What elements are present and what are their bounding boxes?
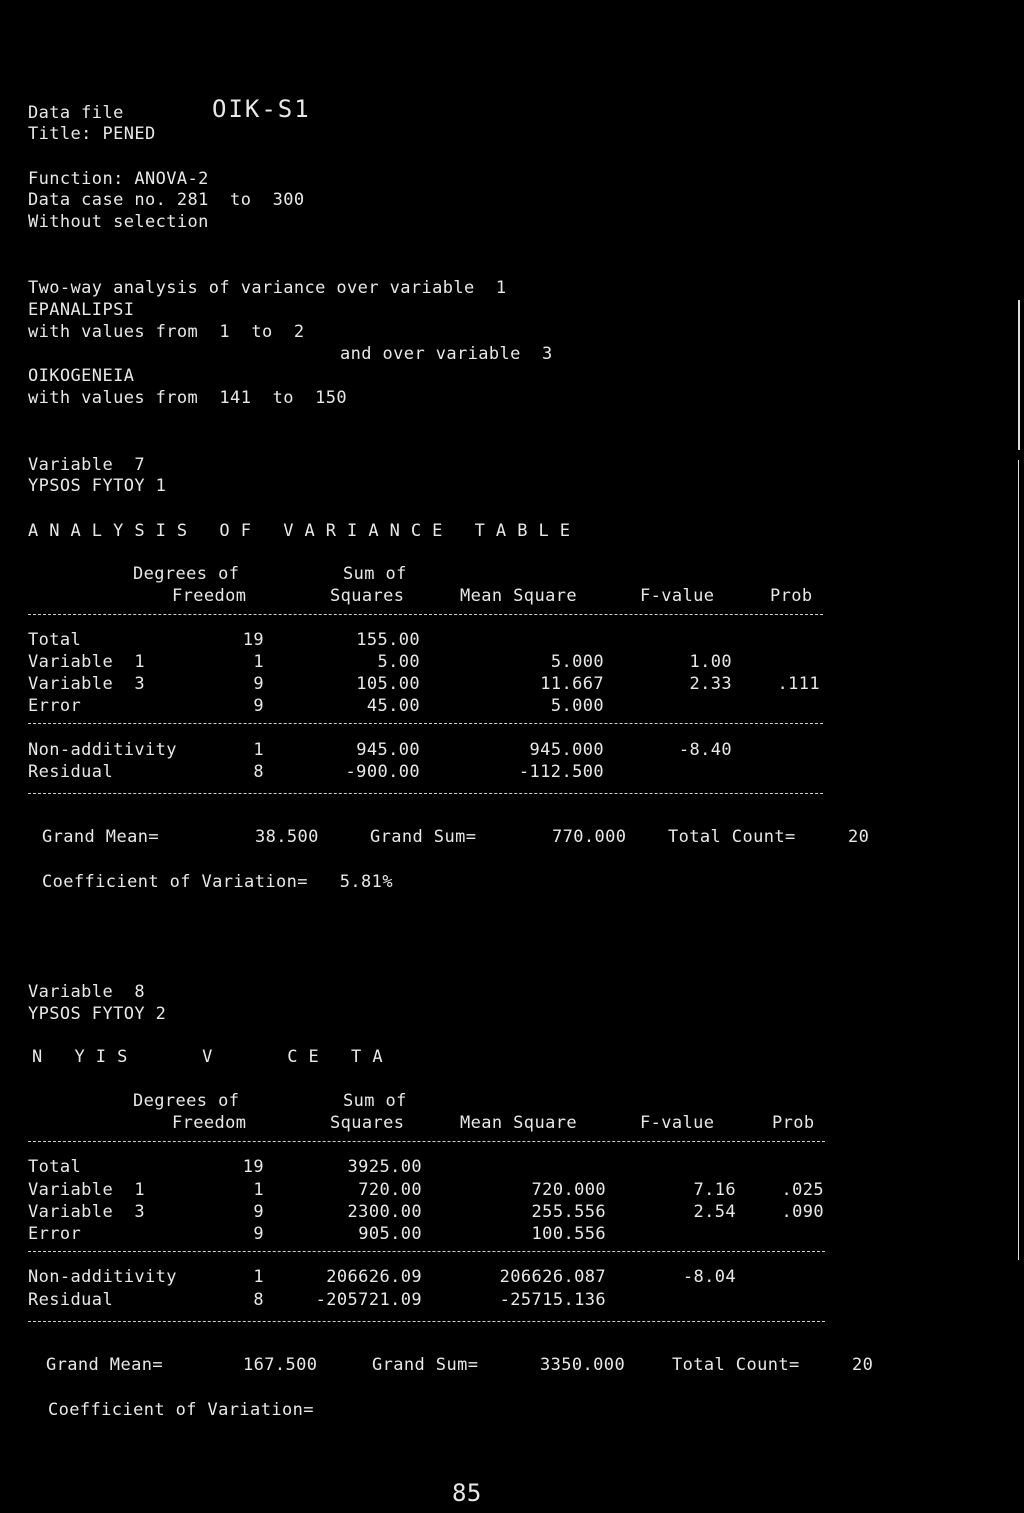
row-ss: 206626.09 (326, 1267, 422, 1287)
row-label: Variable 3 (28, 674, 145, 694)
header-ss-line2: Squares (330, 1113, 405, 1133)
grand-mean-value: 38.500 (255, 827, 319, 847)
row-f: 1.00 (689, 652, 732, 672)
row-df: 9 (253, 696, 264, 716)
row-ms: 5.000 (550, 696, 604, 716)
row-label: Variable 1 (28, 652, 145, 672)
header-p: Prob (770, 586, 813, 606)
header-df-line2: Freedom (172, 1113, 247, 1133)
table-divider (28, 1251, 825, 1252)
row-f: 2.54 (693, 1202, 736, 1222)
row-ss: -900.00 (345, 762, 420, 782)
row-label: Non-additivity (28, 740, 177, 760)
row-df: 1 (253, 1267, 264, 1287)
row-ss: 45.00 (366, 696, 420, 716)
total-count-label: Total Count= (668, 827, 796, 847)
coefficient-of-variation: Coefficient of Variation= 5.81% (42, 872, 393, 892)
grand-sum-label: Grand Sum= (370, 827, 477, 847)
row-label: Residual (28, 762, 114, 782)
row-ms: 5.000 (550, 652, 604, 672)
row-label: Error (28, 696, 82, 716)
row-ms: -25715.136 (499, 1290, 606, 1310)
description-line-3: with values from 1 to 2 (28, 322, 305, 342)
row-p: .090 (781, 1202, 824, 1222)
table-divider (28, 723, 823, 724)
row-label: Error (28, 1224, 82, 1244)
row-ss: 105.00 (356, 674, 420, 694)
row-ss: 3925.00 (347, 1157, 422, 1177)
header-df-line1: Degrees of (133, 564, 240, 584)
description-line-1: Two-way analysis of variance over variable 1 (28, 278, 507, 298)
row-ss: 155.00 (356, 630, 420, 650)
row-df: 19 (242, 630, 264, 650)
row-f: -8.04 (682, 1267, 736, 1287)
header-ss-line2: Squares (330, 586, 405, 606)
data-file-name: OIK-S1 (212, 95, 311, 123)
row-label: Non-additivity (28, 1267, 177, 1287)
row-ms: 255.556 (531, 1202, 606, 1222)
row-ms: 206626.087 (499, 1267, 606, 1287)
scan-edge-line (1018, 460, 1019, 1260)
row-label: Variable 3 (28, 1202, 145, 1222)
row-df: 8 (253, 762, 264, 782)
selection-line: Without selection (28, 212, 209, 232)
row-ms: 720.000 (531, 1180, 606, 1200)
grand-sum-value: 3350.000 (540, 1355, 626, 1375)
variable-name: YPSOS FYTOY 2 (28, 1004, 167, 1024)
row-label: Total (28, 630, 82, 650)
header-ss-line1: Sum of (343, 1091, 407, 1111)
variable-label: Variable 7 (28, 455, 145, 475)
row-p: .111 (777, 674, 820, 694)
table-divider (28, 1141, 825, 1142)
row-df: 9 (253, 1202, 264, 1222)
variable-label: Variable 8 (28, 982, 145, 1002)
row-ms: 945.000 (529, 740, 604, 760)
row-ms: -112.500 (518, 762, 604, 782)
total-count-value: 20 (848, 827, 870, 847)
row-ss: -205721.09 (315, 1290, 422, 1310)
row-f: -8.40 (678, 740, 732, 760)
table-divider (28, 614, 823, 615)
row-df: 1 (253, 652, 264, 672)
data-case-line: Data case no. 281 to 300 (28, 190, 305, 210)
row-df: 9 (253, 674, 264, 694)
row-p: .025 (781, 1180, 824, 1200)
table-title: N Y I S V C E T A (32, 1047, 383, 1067)
row-ss: 720.00 (358, 1180, 422, 1200)
header-f: F-value (640, 586, 715, 606)
header-ms: Mean Square (460, 586, 577, 606)
row-ms: 11.667 (540, 674, 604, 694)
row-ms: 100.556 (531, 1224, 606, 1244)
description-line-5: OIKOGENEIA (28, 366, 135, 386)
grand-mean-label: Grand Mean= (46, 1355, 163, 1375)
grand-sum-value: 770.000 (552, 827, 627, 847)
row-df: 19 (242, 1157, 264, 1177)
table-divider (28, 793, 823, 794)
row-df: 1 (253, 1180, 264, 1200)
table-title: A N A L Y S I S O F V A R I A N C E T A B L E (28, 521, 571, 541)
header-f: F-value (640, 1113, 715, 1133)
table-divider (28, 1321, 825, 1322)
function-line: Function: ANOVA-2 (28, 169, 209, 189)
page-number: 85 (452, 1479, 482, 1507)
row-df: 1 (253, 740, 264, 760)
header-ms: Mean Square (460, 1113, 577, 1133)
header-p: Prob (772, 1113, 815, 1133)
row-ss: 2300.00 (347, 1202, 422, 1222)
row-label: Variable 1 (28, 1180, 145, 1200)
grand-sum-label: Grand Sum= (372, 1355, 479, 1375)
row-ss: 945.00 (356, 740, 420, 760)
data-file-label: Data file (28, 103, 124, 123)
row-label: Total (28, 1157, 82, 1177)
variable-name: YPSOS FYTOY 1 (28, 476, 167, 496)
grand-mean-label: Grand Mean= (42, 827, 159, 847)
row-df: 9 (253, 1224, 264, 1244)
row-label: Residual (28, 1290, 114, 1310)
row-ss: 5.00 (377, 652, 420, 672)
scan-edge-line (1018, 300, 1020, 450)
coefficient-of-variation: Coefficient of Variation= (48, 1400, 314, 1420)
header-df-line1: Degrees of (133, 1091, 240, 1111)
description-line-2: EPANALIPSI (28, 300, 135, 320)
description-line-4: and over variable 3 (340, 344, 553, 364)
header-ss-line1: Sum of (343, 564, 407, 584)
total-count-value: 20 (852, 1355, 874, 1375)
description-line-6: with values from 141 to 150 (28, 388, 348, 408)
grand-mean-value: 167.500 (243, 1355, 318, 1375)
total-count-label: Total Count= (672, 1355, 800, 1375)
row-df: 8 (253, 1290, 264, 1310)
row-f: 7.16 (693, 1180, 736, 1200)
report-title: Title: PENED (28, 124, 156, 144)
header-df-line2: Freedom (172, 586, 247, 606)
row-ss: 905.00 (358, 1224, 422, 1244)
row-f: 2.33 (689, 674, 732, 694)
